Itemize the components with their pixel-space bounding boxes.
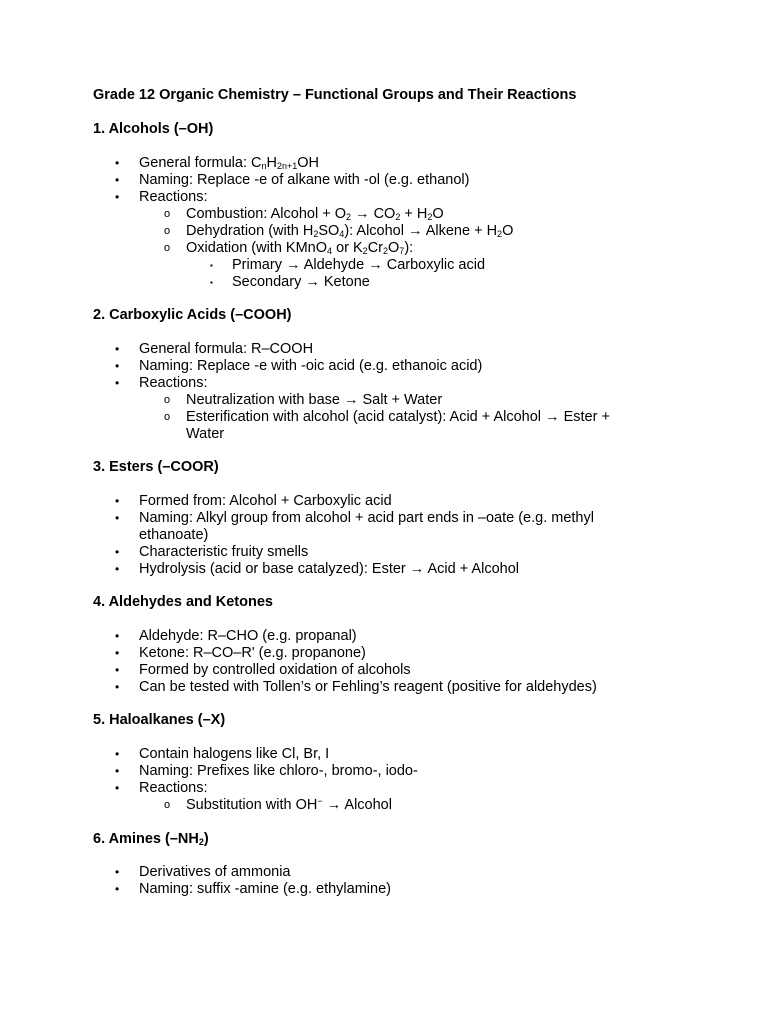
sub-sub-list-item: ▪ Primary → Aldehyde → Carboxylic acid bbox=[210, 257, 486, 273]
list-item: • Hydrolysis (acid or base catalyzed): Ester → Acid + Alcohol bbox=[115, 561, 519, 577]
list-item: • Reactions: bbox=[115, 375, 208, 391]
sub-list-item: o Esterification with alcohol (acid catalyst): Acid + Alcohol → Ester + bbox=[164, 409, 610, 425]
section-heading-carboxylic-acids: 2. Carboxylic Acids (–COOH) bbox=[93, 307, 292, 323]
bullet-marker: • bbox=[115, 764, 120, 778]
bullet-marker: ▪ bbox=[210, 261, 213, 270]
bullet-marker: • bbox=[115, 646, 120, 660]
list-item: • Characteristic fruity smells bbox=[115, 544, 309, 560]
sub-list-item: o Combustion: Alcohol + $O_2 \to CO_2 + H_2O$ bbox=[164, 206, 444, 222]
bullet-marker: • bbox=[115, 629, 120, 643]
list-item: • General formula: $C_nH_{2n+1}OH$ bbox=[115, 155, 320, 171]
list-item: • Naming: Replace -e of alkane with -ol (e.g. ethanol) bbox=[115, 172, 470, 188]
list-item: • Formed by controlled oxidation of alcohols bbox=[115, 662, 411, 678]
bullet-marker: • bbox=[115, 173, 120, 187]
bullet-marker: o bbox=[164, 394, 171, 406]
list-item: • Contain halogens like Cl, Br, I bbox=[115, 746, 330, 762]
bullet-marker: • bbox=[115, 562, 120, 576]
list-item: • Naming: Alkyl group from alcohol + acid part ends in –oate (e.g. methyl bbox=[115, 510, 594, 526]
section-heading-amines: 6. Amines $(-NH_2)$ bbox=[93, 831, 209, 847]
document-title: Grade 12 Organic Chemistry – Functional Groups and Their Reactions bbox=[93, 87, 577, 103]
list-item: • Reactions: bbox=[115, 780, 208, 796]
bullet-marker: o bbox=[164, 799, 171, 811]
bullet-marker: • bbox=[115, 545, 120, 559]
bullet-marker: • bbox=[115, 511, 120, 525]
list-item: • Aldehyde: R–CHO (e.g. propanal) bbox=[115, 628, 357, 644]
section-heading-haloalkanes: 5. Haloalkanes (–X) bbox=[93, 712, 226, 728]
bullet-marker: • bbox=[115, 882, 120, 896]
bullet-marker: • bbox=[115, 747, 120, 761]
bullet-marker: o bbox=[164, 411, 171, 423]
bullet-marker: • bbox=[115, 680, 120, 694]
list-item-continuation: ethanoate) bbox=[139, 527, 209, 543]
list-item: • Can be tested with Tollen’s or Fehling’s reagent (positive for aldehydes) bbox=[115, 679, 597, 695]
list-item: • Reactions: bbox=[115, 189, 208, 205]
list-item: • Derivatives of ammonia bbox=[115, 864, 291, 880]
bullet-marker: • bbox=[115, 663, 120, 677]
list-item: • Naming: suffix -amine (e.g. ethylamine) bbox=[115, 881, 391, 897]
sub-list-item: o Dehydration (with $H_2SO_4$): Alcohol → Alkene + $H_2O$ bbox=[164, 223, 514, 239]
list-item: • Ketone: R–CO–R' (e.g. propanone) bbox=[115, 645, 366, 661]
bullet-marker: • bbox=[115, 156, 120, 170]
sub-list-item-continuation: Water bbox=[186, 426, 225, 442]
bullet-marker: ▪ bbox=[210, 278, 213, 287]
bullet-marker: • bbox=[115, 342, 120, 356]
bullet-marker: o bbox=[164, 208, 171, 220]
sub-list-item: o Oxidation (with KMnO$_4$ or $K_2Cr_2O_7$): bbox=[164, 240, 414, 256]
sub-list-item: o Substitution with OH− → Alcohol bbox=[164, 796, 392, 813]
bullet-marker: • bbox=[115, 781, 120, 795]
list-item: • Naming: Prefixes like chloro-, bromo-, iodo- bbox=[115, 763, 418, 779]
section-heading-esters: 3. Esters (–COOR) bbox=[93, 459, 219, 475]
bullet-marker: • bbox=[115, 190, 120, 204]
section-heading-aldehydes-ketones: 4. Aldehydes and Ketones bbox=[93, 594, 273, 610]
sub-list-item: o Neutralization with base → Salt + Water bbox=[164, 392, 443, 408]
bullet-marker: • bbox=[115, 376, 120, 390]
list-item: • Naming: Replace -e with -oic acid (e.g. ethanoic acid) bbox=[115, 358, 483, 374]
bullet-marker: o bbox=[164, 225, 171, 237]
bullet-marker: o bbox=[164, 242, 171, 254]
sub-sub-list-item: ▪ Secondary → Ketone bbox=[210, 274, 370, 290]
section-heading-alcohols: 1. Alcohols (–OH) bbox=[93, 121, 214, 137]
bullet-marker: • bbox=[115, 865, 120, 879]
bullet-marker: • bbox=[115, 359, 120, 373]
list-item: • Formed from: Alcohol + Carboxylic acid bbox=[115, 493, 392, 509]
list-item: • General formula: R–COOH bbox=[115, 341, 314, 357]
bullet-marker: • bbox=[115, 494, 120, 508]
